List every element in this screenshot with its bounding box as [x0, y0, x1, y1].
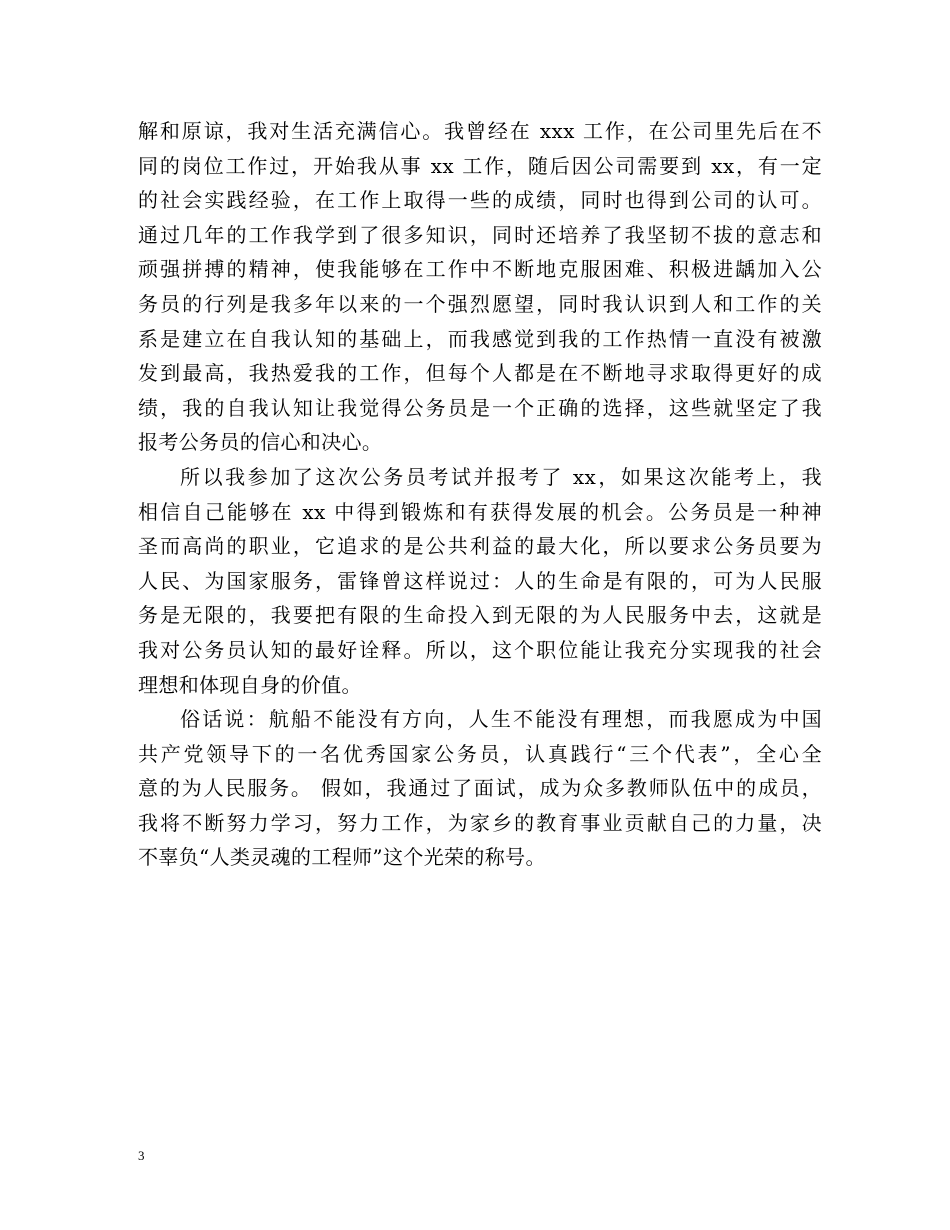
text-line: 人民、为国家服务，雷锋曾这样说过：人的生命是有限的，可为人民服 [138, 568, 822, 593]
text-line: 的社会实践经验，在工作上取得一些的成绩，同时也得到公司的认可。 [138, 188, 822, 213]
text-line: 圣而高尚的职业，它追求的是公共利益的最大化，所以要求公务员要为 [138, 534, 822, 559]
text-line: 顽强拼搏的精神，使我能够在工作中不断地克服困难、积极进龋加入公 [138, 257, 822, 282]
text-line: 理想和体现自身的价值。 [138, 672, 362, 697]
page-number: 3 [138, 1148, 145, 1163]
text-line: 共产党领导下的一名优秀国家公务员，认真践行“三个代表”，全心全 [138, 741, 822, 766]
text-line: 发到最高，我热爱我的工作，但每个人都是在不断地寻求取得更好的成 [138, 361, 822, 386]
text-line: 意的为人民服务。 假如，我通过了面试，成为众多教师队伍中的成员， [138, 776, 822, 801]
text-line: 同的岗位工作过，开始我从事 xx 工作，随后因公司需要到 xx，有一定 [138, 153, 822, 178]
text-line: 俗话说：航船不能没有方向，人生不能没有理想，而我愿成为中国 [180, 707, 822, 732]
text-line: 所以我参加了这次公务员考试并报考了 xx，如果这次能考上，我 [180, 464, 822, 489]
text-line: 我将不断努力学习，努力工作，为家乡的教育事业贡献自己的力量，决 [138, 810, 822, 835]
text-line: 务是无限的，我要把有限的生命投入到无限的为人民服务中去，这就是 [138, 603, 822, 628]
text-line: 相信自己能够在 xx 中得到锻炼和有获得发展的机会。公务员是一种神 [138, 499, 822, 524]
text-line: 解和原谅，我对生活充满信心。我曾经在 xxx 工作，在公司里先后在不 [138, 119, 822, 143]
text-line: 绩，我的自我认知让我觉得公务员是一个正确的选择，这些就坚定了我 [138, 395, 822, 420]
text-line: 通过几年的工作我学到了很多知识，同时还培养了我坚韧不拔的意志和 [138, 222, 822, 247]
text-line: 务员的行列是我多年以来的一个强烈愿望，同时我认识到人和工作的关 [138, 291, 822, 316]
text-line: 不辜负“人类灵魂的工程师”这个光荣的称号。 [138, 845, 546, 870]
text-line: 系是建立在自我认知的基础上，而我感觉到我的工作热情一直没有被激 [138, 326, 822, 351]
text-line: 我对公务员认知的最好诠释。所以，这个职位能让我充分实现我的社会 [138, 637, 822, 662]
text-line: 报考公务员的信心和决心。 [138, 430, 383, 455]
body-text [138, 114, 822, 875]
